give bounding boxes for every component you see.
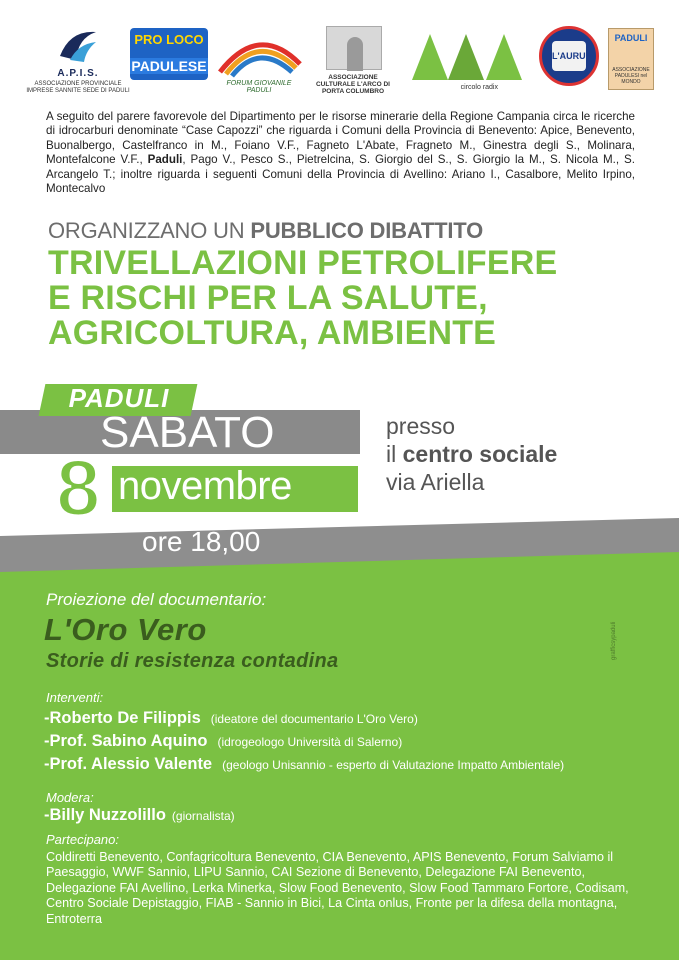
arch-door-icon	[347, 37, 363, 71]
headline-line-3: AGRICOLTURA, AMBIENTE	[48, 314, 497, 352]
participants-label: Partecipano:	[46, 832, 119, 847]
proloco-box	[130, 28, 208, 80]
paduli-mondo-logo	[608, 18, 660, 102]
headline-line-2: E RISCHI PER LA SALUTE,	[48, 279, 488, 317]
intro-part2: , Pago V., Pesco S., Pietrelcina, S. Giorgio del S., S. Giorgio la M., S. Nicola M., S. Arcangelo T.; inoltre riguarda i seguenti Comuni della Provincia di Avellino: Ariano I., Casalbore, Melito Irpino, Montecalvo	[46, 153, 635, 196]
radix-logo	[408, 18, 528, 102]
moderator-name: -Billy Nuzzolillo	[44, 806, 166, 824]
projection-label: Proiezione del documentario:	[46, 590, 267, 609]
proloco-top: PRO LOCO	[134, 32, 204, 47]
proloco-bottom: PADULESE	[131, 58, 207, 74]
forum-logo	[214, 18, 304, 102]
intro-bold-town: Paduli	[147, 153, 183, 167]
trees-icon	[408, 30, 528, 82]
paduli-mondo-caption: ASSOCIAZIONE PADULESI nel MONDO	[612, 67, 650, 85]
laurum-badge-icon	[539, 26, 599, 86]
moderator-role: (giornalista)	[171, 809, 235, 823]
arch-picture	[326, 26, 382, 70]
organize-line	[48, 218, 483, 244]
speaker-role: (geologo Unisannio - esperto di Valutazione Impatto Ambientale)	[222, 758, 565, 772]
apis-logo	[26, 18, 130, 102]
laurum-logo	[536, 18, 602, 102]
headline-line-1: TRIVELLAZIONI PETROLIFERE	[48, 244, 558, 282]
proloco-logo	[130, 18, 208, 102]
speaker-role: (ideatore del documentario L'Oro Vero)	[210, 712, 418, 726]
radix-caption: circolo radix	[460, 84, 498, 91]
speaker-role: (idrogeologo Università di Salerno)	[217, 735, 403, 749]
venue-line-1: presso	[386, 413, 456, 439]
venue	[386, 412, 557, 496]
apis-name: A.P.I.S.	[57, 68, 99, 79]
graphic-credit: grafficsypaduli	[611, 621, 617, 660]
venue-line-2	[386, 440, 557, 468]
arco-logo	[312, 18, 394, 102]
venue-name: centro sociale	[402, 441, 558, 467]
event-month: novembre	[118, 464, 292, 508]
intro-paragraph	[46, 110, 635, 196]
paduli-mondo-box	[608, 28, 654, 90]
rainbow-arc-icon	[214, 28, 304, 78]
apis-mark-icon	[56, 26, 100, 66]
speaker-name: -Prof. Alessio Valente	[44, 755, 213, 773]
speaker-name: -Prof. Sabino Aquino	[44, 732, 208, 750]
moderator	[44, 806, 235, 825]
arco-caption: ASSOCIAZIONE CULTURALE L'ARCO DI PORTA COLUMBRO	[315, 74, 390, 95]
venue-prefix: il	[386, 441, 403, 467]
speakers-label: Interventi:	[46, 690, 104, 705]
film-subtitle: Storie di resistenza contadina	[46, 650, 339, 672]
organize-prefix: ORGANIZZANO UN	[48, 218, 251, 243]
moderator-label: Modera:	[46, 790, 94, 805]
venue-line-3: via Ariella	[386, 469, 485, 495]
speaker-name: -Roberto De Filippis	[44, 709, 201, 727]
speaker-3	[44, 755, 564, 774]
event-time: ore 18,00	[142, 526, 261, 557]
apis-caption: ASSOCIAZIONE PROVINCIALE IMPRESE SANNITE SEDE DI PADULI	[26, 81, 130, 94]
forum-caption: FORUM GIOVANILE PADULI	[226, 80, 292, 94]
laurum-text: L'AURUM	[552, 41, 586, 71]
headline	[48, 246, 557, 351]
film-title: L'Oro Vero	[44, 612, 207, 647]
town-name: PADULI	[68, 383, 170, 413]
event-date-number: 8	[56, 443, 101, 532]
sponsor-logos	[0, 18, 679, 102]
speaker-2	[44, 732, 402, 751]
paduli-mondo-title: PADULI	[614, 33, 648, 43]
participants-list: Coldiretti Benevento, Confagricoltura Benevento, CIA Benevento, APIS Benevento, Forum Salviamo il Paesaggio, WWF Sannio, LIPU Sannio, CAI Sezione di Benevento, Delegazione FAI Benevento, Delegazione FAI Avellino, Lerka Minerka, Slow Food Benevento, Slow Food Tammaro Fortore, Codisam, Centro Sociale Depistaggio, FIAB - Sannio in Bici, La Cinta onlus, Fronte per la difesa della montagna, Entroterra	[46, 850, 629, 926]
speaker-1	[44, 709, 418, 728]
event-day: SABATO	[100, 408, 275, 457]
intro-part1: A seguito del parere favorevole del Dipartimento per le risorse minerarie della Regione Campania circa le ricerche di idrocarburi denominate “Case Capozzi” che riguarda i Comuni della Provincia di Benevento: Apice, Benevento, Buonalbergo, Castelfranco in M., Foiano V.F., Fagneto L'Abate, Fragneto M., Ginestra degli S., Molinara, Montefalcone V.F.,	[46, 110, 635, 167]
organize-bold: PUBBLICO DIBATTITO	[250, 218, 484, 243]
